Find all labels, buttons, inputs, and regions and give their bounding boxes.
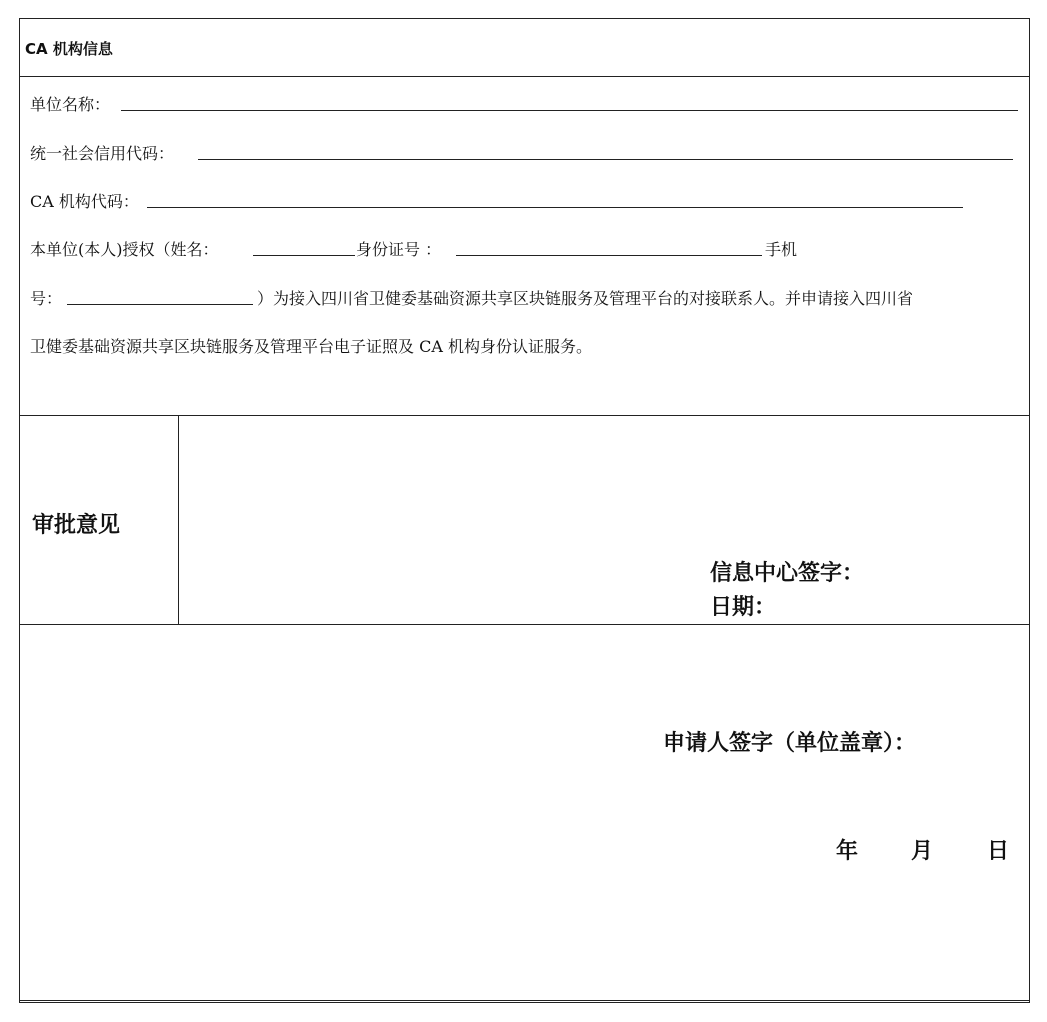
form-frame xyxy=(19,18,1030,1003)
ca-code-label: CA 机构代码： xyxy=(30,192,139,211)
authorization-text-line2: ）为接入四川省卫健委基础资源共享区块链服务及管理平台的对接联系人。并申请接入四川省 xyxy=(257,289,914,308)
day-label: 日 xyxy=(987,839,1010,864)
approval-date-label: 日期： xyxy=(710,595,777,620)
phone-label-part1: 手机 xyxy=(765,240,798,259)
contact-name-field[interactable] xyxy=(253,255,355,256)
phone-field[interactable] xyxy=(67,304,253,305)
info-center-signature-label: 信息中心签字： xyxy=(710,561,865,586)
year-label: 年 xyxy=(836,839,859,864)
credit-code-field[interactable] xyxy=(198,159,1013,160)
approval-label: 审批意见 xyxy=(32,513,121,538)
applicant-signature-label: 申请人签字（单位盖章）： xyxy=(663,731,917,756)
approval-column-divider xyxy=(178,415,179,625)
authorization-text-line3: 卫健委基础资源共享区块链服务及管理平台电子证照及 CA 机构身份认证服务。 xyxy=(30,337,592,356)
unit-name-field[interactable] xyxy=(121,110,1018,111)
section-header: CA 机构信息 xyxy=(25,40,113,58)
unit-name-label: 单位名称： xyxy=(30,95,111,114)
header-divider xyxy=(19,76,1030,77)
id-number-label: 身份证号 ： xyxy=(356,240,442,259)
approval-section-divider xyxy=(19,624,1030,625)
authorization-prefix: 本单位(本人)授权（姓名： xyxy=(30,240,219,259)
info-section-divider xyxy=(19,415,1030,416)
form-bottom-border xyxy=(19,1000,1030,1001)
id-number-field[interactable] xyxy=(456,255,762,256)
ca-code-field[interactable] xyxy=(147,207,963,208)
credit-code-label: 统一社会信用代码： xyxy=(30,144,175,163)
month-label: 月 xyxy=(911,839,934,864)
phone-label-part2: 号： xyxy=(30,289,63,308)
